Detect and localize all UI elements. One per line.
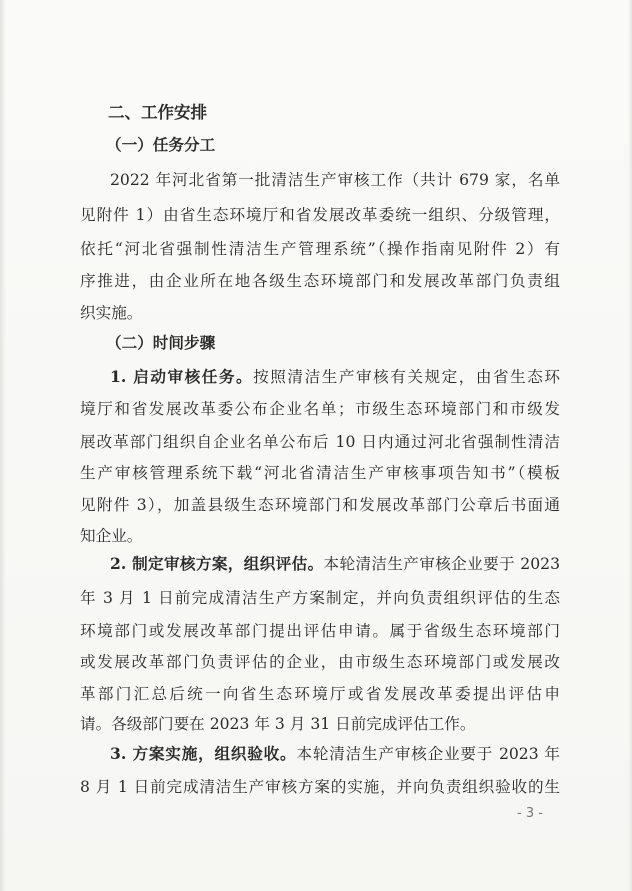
paragraph-line: 革部门汇总后统一向省生态环境厅或省发展改革委提出评估申 <box>80 685 560 703</box>
paragraph-line: 或发展改革部门负责评估的企业，由市级生态环境部门或发展改 <box>80 653 560 671</box>
subsection-title-task-division: （一）任务分工 <box>106 135 216 154</box>
page-number: - 3 - <box>517 806 543 821</box>
step-1-text: 按照清洁生产审核有关规定，由省生态环 <box>253 368 560 386</box>
step-3-text: 本轮清洁生产审核企业要于 2023 年 <box>296 745 560 763</box>
paragraph-line: 展改革部门组织自企业名单公布后 10 日内通过河北省强制性清洁 <box>80 433 560 451</box>
step-2-text: 本轮清洁生产审核企业要于 2023 <box>323 555 560 573</box>
paragraph-line: 请。各级部门要在 2023 年 3 月 31 日前完成评估工作。 <box>80 715 476 733</box>
step-1-first-line <box>110 367 560 387</box>
paragraph-line: 2022 年河北省第一批清洁生产审核工作（共计 679 家，名单 <box>110 171 560 189</box>
paragraph-line: 8 月 1 日前完成清洁生产审核方案的实施，并向负责组织验收的生 <box>80 778 560 796</box>
step-3-first-line <box>110 744 560 764</box>
paragraph-line: 知企业。 <box>80 527 143 545</box>
scan-edge-left <box>0 0 6 891</box>
paragraph-line: 环境部门或发展改革部门提出评估申请。属于省级生态环境部门 <box>80 622 560 640</box>
step-2-lead: 2. 制定审核方案，组织评估。 <box>110 554 324 573</box>
paragraph-line: 见附件 1）由省生态环境厅和省发展改革委统一组织、分级管理， <box>80 206 560 224</box>
paragraph-line: 生产审核管理系统下载“河北省清洁生产审核事项告知书”（模板 <box>80 464 560 482</box>
scan-edge-right <box>628 0 632 891</box>
paragraph-line: 依托“河北省强制性清洁生产管理系统”（操作指南见附件 2）有 <box>80 240 560 258</box>
section-heading: 二、工作安排 <box>108 103 207 122</box>
paragraph-line: 境厅和省发展改革委公布企业名单；市级生态环境部门和市级发 <box>80 400 560 418</box>
step-2-first-line <box>110 554 560 574</box>
paragraph-line: 织实施。 <box>80 304 143 322</box>
paragraph-line: 序推进，由企业所在地各级生态环境部门和发展改革部门负责组 <box>80 272 560 290</box>
paragraph-line: 年 3 月 1 日前完成清洁生产方案制定，并向负责组织评估的生态 <box>80 589 560 607</box>
step-1-lead: 1. 启动审核任务。 <box>110 367 254 386</box>
subsection-title-time-steps: （二）时间步骤 <box>106 333 216 352</box>
paragraph-line: 见附件 3），加盖县级生态环境部门和发展改革部门公章后书面通 <box>80 496 560 514</box>
step-3-lead: 3. 方案实施，组织验收。 <box>110 744 297 763</box>
